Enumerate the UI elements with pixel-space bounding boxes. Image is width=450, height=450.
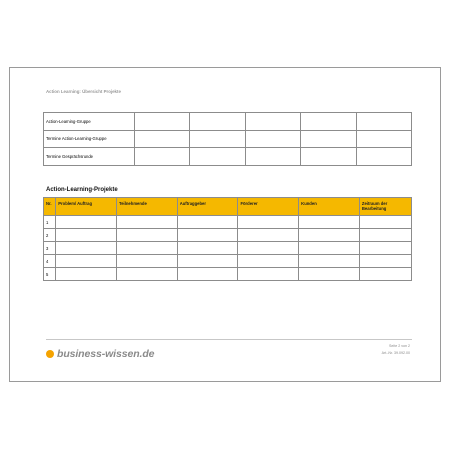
table-row (44, 216, 412, 229)
table-cell[interactable] (116, 268, 177, 281)
row-number: 4 (44, 255, 56, 268)
table-cell[interactable] (245, 113, 300, 131)
table-cell[interactable] (177, 242, 238, 255)
table-cell[interactable] (190, 113, 245, 131)
table-cell[interactable] (359, 229, 411, 242)
table-cell[interactable] (116, 255, 177, 268)
table-cell[interactable] (238, 216, 299, 229)
page-number: Seite 2 von 2 (389, 344, 410, 348)
table-cell[interactable] (245, 130, 300, 148)
column-header-sponsor: Förderer (238, 198, 299, 216)
table-cell[interactable] (135, 130, 190, 148)
table-row (44, 229, 412, 242)
table-cell[interactable] (245, 148, 300, 166)
table-cell[interactable] (56, 229, 117, 242)
table-cell[interactable] (359, 216, 411, 229)
row-number: 2 (44, 229, 56, 242)
table-cell[interactable] (190, 148, 245, 166)
table-cell[interactable] (299, 255, 360, 268)
table-cell[interactable] (301, 148, 356, 166)
document-page (9, 67, 441, 382)
table-cell[interactable] (299, 242, 360, 255)
table-cell[interactable] (56, 216, 117, 229)
table-cell[interactable] (190, 130, 245, 148)
info-table (43, 112, 412, 166)
document-title: Action Learning: Übersicht Projekte (46, 89, 121, 94)
table-cell[interactable] (359, 268, 411, 281)
table-cell[interactable] (177, 229, 238, 242)
table-cell[interactable] (301, 113, 356, 131)
row-number: 5 (44, 268, 56, 281)
column-header-period: Zeitraum der Bearbeitung (359, 198, 411, 216)
logo-dot-icon (46, 350, 54, 358)
table-cell[interactable] (238, 268, 299, 281)
table-cell[interactable] (356, 113, 411, 131)
table-cell[interactable] (56, 268, 117, 281)
table-cell[interactable] (135, 148, 190, 166)
table-cell[interactable] (135, 113, 190, 131)
table-cell[interactable] (238, 242, 299, 255)
row-number: 1 (44, 216, 56, 229)
table-cell[interactable] (301, 130, 356, 148)
table-row (44, 130, 412, 148)
table-cell[interactable] (299, 229, 360, 242)
brand-logo (46, 348, 154, 360)
article-number: Art.-Nr. 39.092.00 (381, 350, 410, 355)
table-cell[interactable] (116, 216, 177, 229)
logo-text: business-wissen.de (57, 348, 155, 360)
column-header-customers: Kunden (299, 198, 360, 216)
table-cell[interactable] (116, 242, 177, 255)
column-header-participants: Teilnehmende (116, 198, 177, 216)
info-row-label: Termine Gesprächsrunde (44, 148, 135, 166)
column-header-problem: Problem/ Auftrag (56, 198, 117, 216)
info-row-label: Action-Learning-Gruppe (44, 113, 135, 131)
table-cell[interactable] (177, 255, 238, 268)
table-cell[interactable] (359, 242, 411, 255)
table-cell[interactable] (238, 229, 299, 242)
table-cell[interactable] (116, 229, 177, 242)
table-row (44, 255, 412, 268)
table-cell[interactable] (56, 242, 117, 255)
table-cell[interactable] (299, 268, 360, 281)
table-cell[interactable] (299, 216, 360, 229)
table-cell[interactable] (238, 255, 299, 268)
table-cell[interactable] (356, 148, 411, 166)
table-cell[interactable] (177, 268, 238, 281)
table-row (44, 148, 412, 166)
table-cell[interactable] (359, 255, 411, 268)
table-row (44, 113, 412, 131)
table-row (44, 242, 412, 255)
info-row-label: Termine Action-Learning-Gruppe (44, 130, 135, 148)
section-title: Action-Learning-Projekte (46, 187, 118, 193)
table-cell[interactable] (56, 255, 117, 268)
table-cell[interactable] (177, 216, 238, 229)
table-header-row (44, 198, 412, 216)
projects-table (43, 197, 412, 281)
table-cell[interactable] (356, 130, 411, 148)
footer-meta (382, 343, 410, 356)
column-header-nr: Nr. (44, 198, 56, 216)
column-header-client: Auftraggeber (177, 198, 238, 216)
footer-divider (46, 339, 412, 340)
table-row (44, 268, 412, 281)
row-number: 3 (44, 242, 56, 255)
